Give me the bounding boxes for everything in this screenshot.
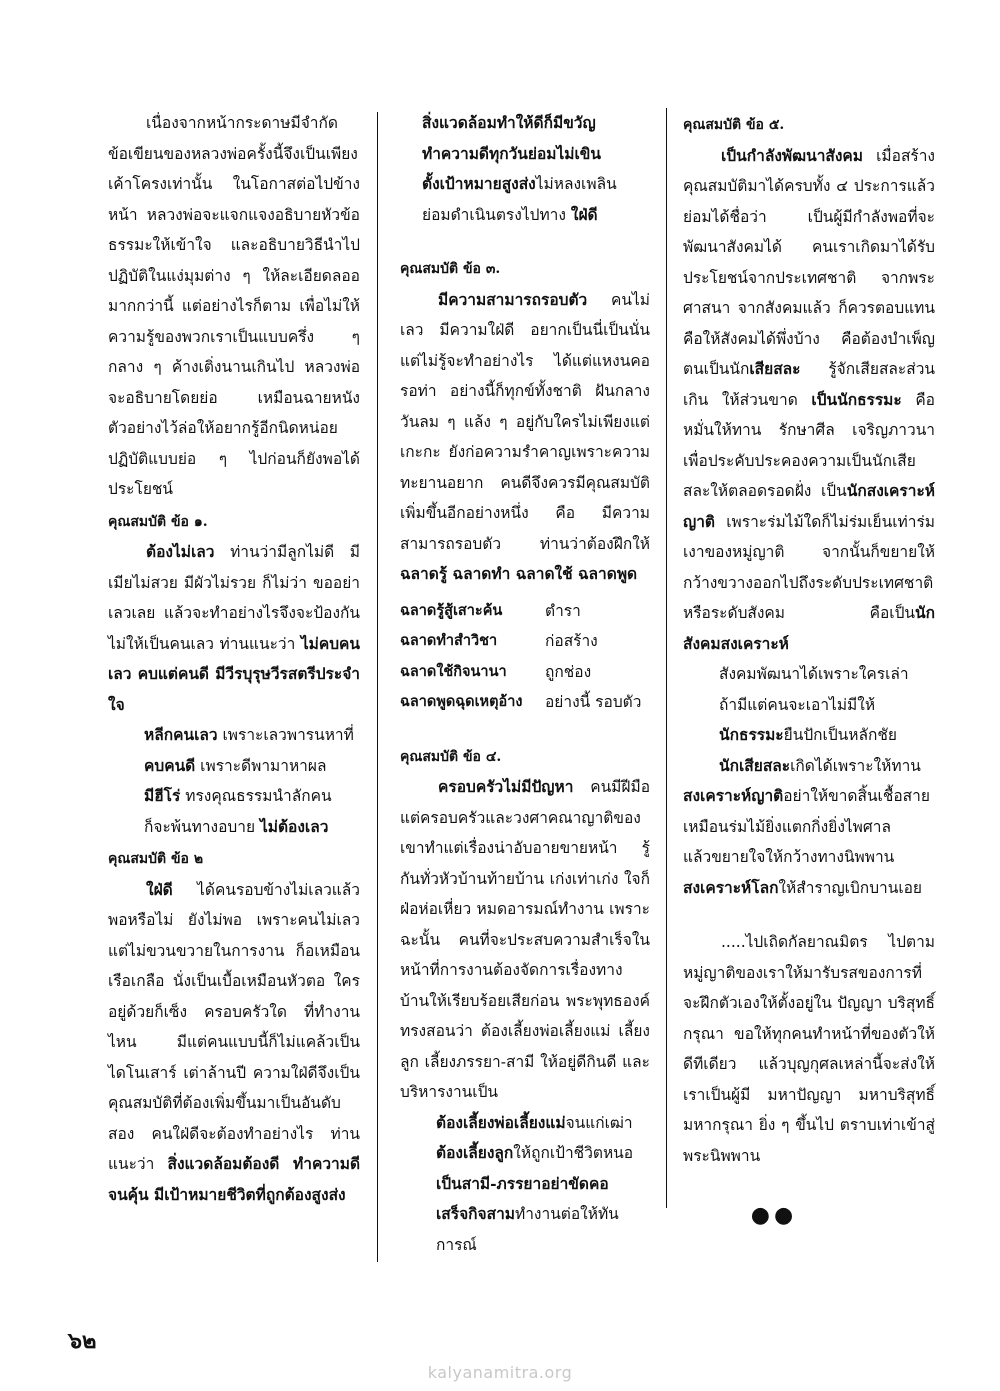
verse-text: เพราะเลวพารนหาที่ [217, 726, 354, 744]
body-text: ได้คนรอบข้างไม่เลวแล้วพอหรือไม่ ยังไม่พอ เพราะคนไม่เลวแต่ไม่ขวนขวายในการงาน ก็อเหมือนเรือเกลือ นั่งเป็นเบื้อเหมือนหัวตอ ใครอยู่ด้วยก็เซ็ง ครอบครัวใด ที่ทำงานไหน มีแต่คนแบบนี้ก็ไม่แคล้วเป็นไดโนเสาร์ เต่าล้านปี ความใฝ่ดีจึงเป็นคุณสมบัติที่ต้องเพิ่มขึ้นมาเป็นอันดับสอง คนใฝ่ดีจะต้องทำอย่างไร ท่านแนะว่า [108, 880, 360, 1173]
emphasis: ไม่คบคนเลว คบแต่คนดี มีวีรบุรุษวีรสตรีประจำใจ [108, 633, 360, 714]
page-number: ๖๒ [68, 1328, 97, 1354]
emphasis: สงเคราะห์โลก [683, 877, 779, 897]
body-paragraph [683, 141, 935, 660]
emphasis: นักสังคมสงเคราะห์ [683, 603, 935, 653]
verse-text: ให้สำราญเบิกบานเอย [778, 878, 923, 897]
column-middle [400, 108, 650, 1260]
pair-row [400, 596, 650, 627]
pair-left: ฉลาดพูดฉุดเหตุอ้าง [400, 693, 523, 710]
emphasis: ฉลาดรู้ ฉลาดทำ ฉลาดใช้ ฉลาดพูด [400, 564, 638, 583]
emphasis: สิ่งแวดล้อมต้องดี ทำความดีจนคุ้น มีเป้าหมายชีวิตที่ถูกต้องสูงส่ง [108, 1154, 361, 1204]
pair-list [400, 596, 650, 718]
verse-text: ไม่หลงเพลิน [535, 175, 617, 193]
body-text: เพราะร่มไม้ใดก็ไม่ร่มเย็นเท่าร่มเงาของหมู่ญาติ จากนั้นก็ขยายให้กว้างขวางออกไปถึงระดับประเทศชาติ หรือระดับสังคม คือเป็น [683, 512, 935, 622]
pair-row [400, 657, 650, 688]
pair-left: ฉลาดใช้กิจนานา [400, 662, 507, 680]
emphasis: ต้องเลี้ยงพ่อเลี้ยงแม่ [436, 1112, 566, 1132]
emphasis: มีฮีโร่ [144, 786, 181, 805]
emphasis: คบคนดี [144, 755, 196, 775]
verse-line [422, 169, 650, 200]
verse-block [683, 659, 935, 781]
body-paragraph [400, 772, 650, 1108]
column-divider [377, 112, 378, 1262]
verse-line [144, 812, 360, 843]
section-heading: คุณสมบัติ ข้อ ๑. [108, 513, 208, 530]
emphasis: ใฝ่ดี [146, 879, 173, 899]
verse-line: เป็นสามี-ภรรยาอย่าขัดคอ [436, 1173, 609, 1193]
body-paragraph [108, 537, 360, 720]
verse-line: เหมือนร่มไม้ยิ่งแตกกิ่งยิ่งไพศาล [683, 817, 891, 836]
verse-text: ให้ถูกเป้าชีวิตหนอ [513, 1144, 634, 1162]
emphasis: นักธรรมะ [719, 725, 784, 744]
verse-block [400, 1108, 650, 1261]
emphasis: ต้องเลี้ยงลูก [436, 1143, 514, 1162]
verse-line: แล้วขยายใจให้กว้างทางนิพพาน [683, 848, 895, 866]
section-heading: คุณสมบัติ ข้อ ๔. [400, 748, 502, 765]
section-heading: คุณสมบัติ ข้อ ๒ [108, 851, 204, 867]
verse-text: ย่อมดำเนินตรงไปทาง [422, 205, 571, 224]
verse-line: สังคมพัฒนาได้เพราะใครเล่า [719, 665, 909, 683]
verse-line [683, 781, 935, 812]
body-paragraph [108, 875, 360, 1211]
column-divider [666, 108, 667, 1208]
column-left [108, 108, 360, 1210]
section-heading: คุณสมบัติ ข้อ ๓. [400, 261, 501, 277]
verse-line [436, 1199, 650, 1260]
emphasis: ไม่ต้องเลว [259, 816, 329, 836]
verse-line [422, 200, 650, 231]
verse-text: จนแก่เฒ่า [565, 1113, 633, 1132]
emphasis: มีความสามารถรอบตัว [438, 289, 588, 309]
closing-paragraph: .....ไปเถิดกัลยาณมิตร ไปตามหมู่ญาติของเราให้มารับรสของการที่จะฝึกตัวเองให้ตั้งอยู่ใน ปัญญา บริสุทธิ์ กรุณา ขอให้ทุกคนทำหน้าที่ของตัวให้ดีทีเดียว แล้วบุญกุศลเหล่านี้จะส่งให้เราเป็นผู้มี มหาปัญญา มหาบริสุทธิ์ มหากรุณา ยิ่ง ๆ ขึ้นไป ตราบเท่าเข้าสู่พระนิพพาน [683, 933, 935, 1165]
emphasis: เสร็จกิจสาม [436, 1204, 516, 1223]
intro-paragraph: เนื่องจากหน้ากระดาษมีจำกัด ข้อเขียนของหลวงพ่อครั้งนี้จึงเป็นเพียงเค้าโครงเท่านั้น ในโอกาสต่อไปข้างหน้า หลวงพ่อจะแจกแจงอธิบายหัวข้อธรรมะให้เข้าใจ และอธิบายวิธีนำไปปฏิบัติในแง่มุมต่าง ๆ ให้ละเอียดลออ มากกว่านี้ แต่อย่างไรก็ตาม เพื่อไม่ให้ความรู้ของพวกเราเป็นแบบครึ่ง ๆ กลาง ๆ ค้างเติ่งนานเกินไป หลวงพ่อจะอธิบายโดยย่อ เหมือนฉายหนังตัวอย่างไว้ล่อให้อยากรู้อีกนิดหน่อย ปฏิบัติแบบย่อ ๆ ไปก่อนก็ยังพอได้ประโยชน์ [108, 114, 360, 498]
emphasis: นักเสียสละ [719, 755, 791, 775]
pair-right: ก่อสร้าง [545, 632, 598, 650]
emphasis: ตั้งเป้าหมายสูงส่ง [422, 174, 536, 193]
verse-text: เกิดได้เพราะให้ทาน [790, 756, 921, 775]
column-right [683, 108, 935, 1232]
verse-line [144, 781, 360, 812]
verse-line [683, 873, 935, 904]
body-text: คนไม่เลว มีความใฝ่ดี อยากเป็นนี่เป็นนั่น แต่ไม่รู้จะทำอย่างไร ได้แต่แหงนคอรอท่า อย่างนี้ก็ทุกข์ทั้งชาติ ฝันกลางวันลม ๆ แล้ง ๆ อยู่กับใครไม่เพียงแต่เกะกะ ยังก่อความรำคาญเพราะความทะยานอยาก คนดีจึงควรมีคุณสมบัติเพิ่มขึ้นอีกอย่างหนึ่ง คือ มีความสามารถรอบตัว ท่านว่าต้องฝึกให้ [400, 290, 650, 553]
end-mark: ●● [750, 1203, 798, 1228]
verse-line [719, 720, 935, 751]
emphasis: ครอบครัวไม่มีปัญหา [438, 777, 574, 796]
verse-line: ทำความดีทุกวันย่อมไม่เขิน [422, 143, 601, 163]
emphasis: หลีกคนเลว [144, 725, 218, 744]
body-text: ท่านว่ามีลูกไม่ดี มีเมียไม่สวย มีผัวไม่รวย ก็ไม่ว่า ขออย่าเลวเลย แล้วจะทำอย่างไรจึงจะป้องกันไม่ให้เป็นคนเลว ท่านแนะว่า [108, 543, 360, 653]
emphasis: เป็นกำลังพัฒนาสังคม [721, 145, 864, 165]
watermark: kalyanamitra.org [427, 1363, 573, 1382]
body-text: รู้จักเสียสละส่วนเกิน ให้ส่วนขาด [683, 360, 935, 409]
pair-left: ฉลาดทำสำวิชา [400, 632, 498, 649]
emphasis: นักสงเคราะห์ญาติ [683, 481, 935, 531]
emphasis: ต้องไม่เลว [146, 542, 215, 561]
emphasis: เสียสละ [749, 359, 801, 378]
verse-line: ถ้ามีแต่คนจะเอาไม่มีให้ [719, 695, 876, 714]
pair-right: ตำรา [545, 601, 581, 620]
verse-line [719, 751, 935, 782]
verse-text: ก็จะพ้นทางอบาย [144, 817, 260, 836]
verse-text: ทรงคุณธรรมนำลักคน [180, 787, 332, 805]
verse-block [108, 720, 360, 842]
verse-line [436, 1108, 650, 1139]
verse-text: ทำงานต่อให้ทันการณ์ [436, 1205, 619, 1254]
verse-line [144, 720, 360, 751]
verse-line: สิ่งแวดล้อมทำให้ดีก็มีขวัญ [422, 113, 596, 132]
verse-text: เพราะดีพามาหาผล [195, 756, 327, 775]
emphasis: เป็นนักธรรมะ [811, 389, 902, 409]
body-text: คือหมั่นให้ทาน รักษาศีล เจริญภาวนา เพื่อประคับประคองความเป็นนักเสียสละให้ตลอดรอดฝั่ง เป็น [683, 390, 935, 500]
body-text: เมื่อสร้างคุณสมบัติมาได้ครบทั้ง ๔ ประการแล้ว ย่อมได้ชื่อว่า เป็นผู้มีกำลังพอที่จะพัฒนาสังคมได้ คนเราเกิดมาได้รับประโยชน์จากประเทศชาติ จากพระศาสนา จากสังคมแล้ว ก็ควรตอบแทน คือให้สังคมได้พึ่งบ้าง คือต้องบำเพ็ญตนเป็นนัก [683, 146, 935, 378]
pair-right: ถูกช่อง [545, 662, 592, 681]
verse-line [436, 1138, 650, 1169]
pair-row [400, 687, 650, 718]
emphasis: ใฝ่ดี [570, 204, 598, 224]
body-paragraph [400, 285, 650, 590]
pair-left: ฉลาดรู้สู้เสาะค้น [400, 601, 503, 619]
section-heading: คุณสมบัติ ข้อ ๕. [683, 117, 785, 133]
verse-text: อย่าให้ขาดสิ้นเชื้อสาย [783, 787, 930, 805]
verse-text: ยืนปักเป็นหลักชัย [783, 726, 897, 744]
verse-line [144, 751, 360, 782]
pair-right: อย่างนี้ รอบตัว [545, 693, 642, 711]
emphasis: สงเคราะห์ญาติ [683, 786, 784, 805]
body-text: คนมีฝีมือแต่ครอบครัวและวงศาคณาญาติของเขาทำแต่เรื่องน่าอับอายขายหน้า รู้กันทั่วหัวบ้านท้ายบ้าน เก่งเท่าเก่ง ใจก็ฝ่อห่อเหี่ยว หมดอารมณ์ทำงาน เพราะฉะนั้น คนที่จะประสบความสำเร็จในหน้าที่การงานต้องจัดการเรื่องทางบ้านให้เรียบร้อยเสียก่อน พระพุทธองค์ทรงสอนว่า ต้องเลี้ยงพ่อเลี้ยงแม่ เลี้ยงลูก เลี้ยงภรรยา-สามี ให้อยู่ดีกินดี และบริหารงานเป็น [400, 778, 650, 1101]
pair-row [400, 626, 650, 657]
verse-block [400, 108, 650, 230]
